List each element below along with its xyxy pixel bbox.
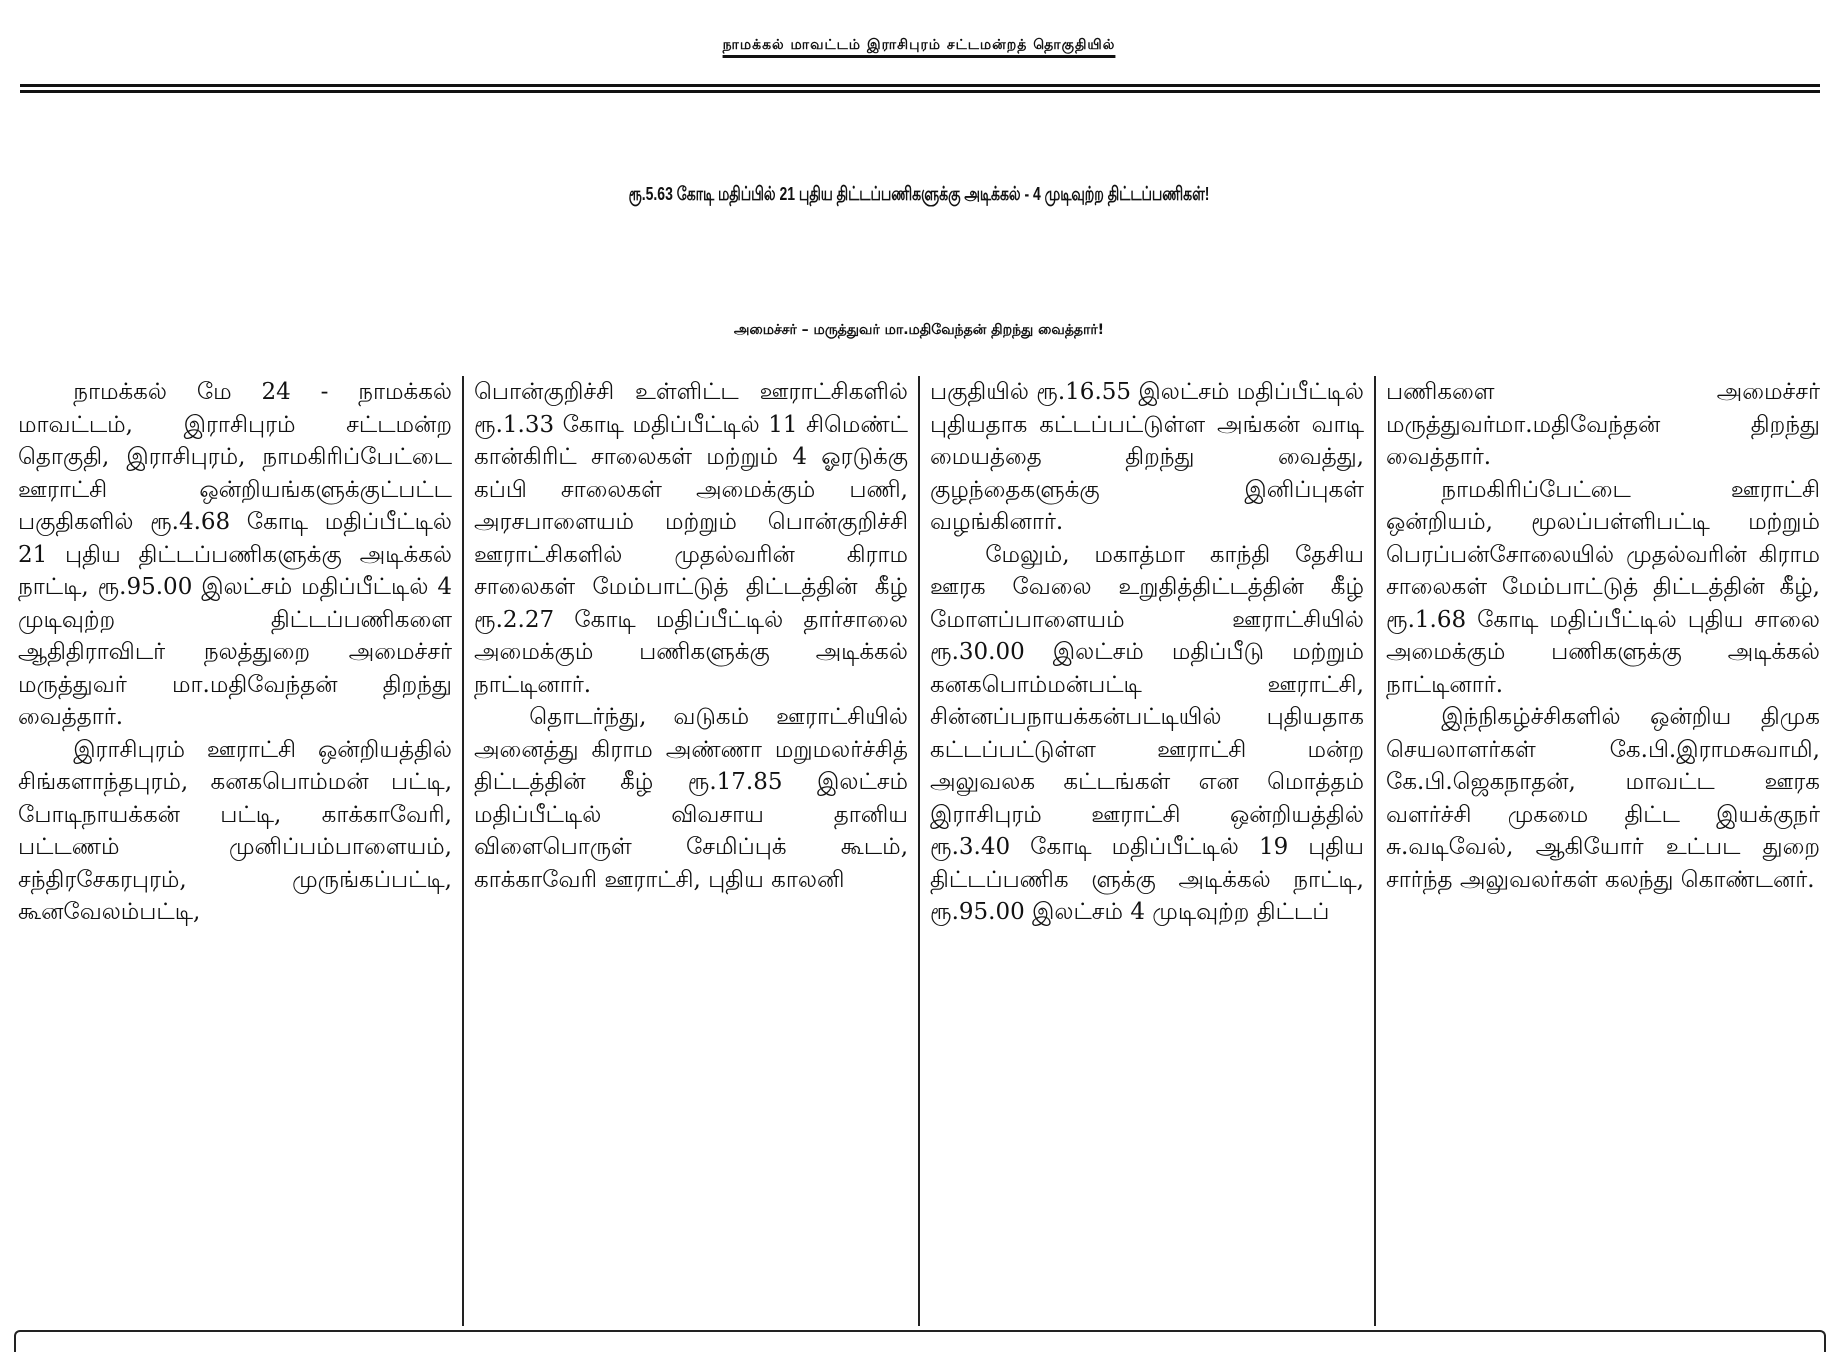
article-body [8,376,1830,1326]
article-paragraph: நாமக்கல் மே 24 - நாமக்கல் மாவட்டம், இராசிபுரம் சட்டமன்ற தொகுதி, இராசிபுரம், நாமகிரிப்பேட்டை ஊராட்சி ஒன்றியங்களுக்குட்பட்ட பகுதிகளில் ரூ.4.68 கோடி மதிப்பீட்டில் 21 புதிய திட்டப்பணிகளுக்கு அடிக்கல் நாட்டி, ரூ.95.00 இலட்சம் மதிப்பீட்டில் 4 முடிவுற்ற திட்டப்பணிகளை ஆதிதிராவிடர் நலத்துறை அமைச்சர் மருத்துவர் மா.மதிவேந்தன் திறந்து வைத்தார். [18,379,452,730]
headline: ரூ.5.63 கோடி மதிப்பில் 21 புதிய திட்டப்பணிகளுக்கு அடிக்கல் - 4 முடிவுற்ற திட்டப்பணிகள்! [628,182,1210,204]
article-paragraph: பணிகளை அமைச்சர் மருத்துவர்மா.மதிவேந்தன் திறந்து வைத்தார். [1386,379,1820,470]
article-paragraph: இந்நிகழ்ச்சிகளில் ஒன்றிய திமுக செயலாளர்கள் கே.பி.இராமசுவாமி, கே.பி.ஜெகநாதன், மாவட்ட ஊரக வளர்ச்சி முகமை திட்ட இயக்குநர் சு.வடிவேல், ஆகியோர் உட்பட துறை சார்ந்த அலுவலர்கள் கலந்து கொண்டனர். [1386,704,1820,893]
article-column-4 [1374,376,1830,1326]
kicker-heading: நாமக்கல் மாவட்டம் இராசிபுரம் சட்டமன்றத் தொகுதியில் [722,37,1116,53]
article-column-1 [8,376,462,1326]
article-column-3 [918,376,1374,1326]
article-paragraph: பகுதியில் ரூ.16.55 இலட்சம் மதிப்பீட்டில் புதியதாக கட்டப்பட்டுள்ள அங்கன் வாடி மையத்தை திறந்து வைத்து, குழந்தைகளுக்கு இனிப்புகள் வழங்கினார். [930,379,1364,535]
article-paragraph: மேலும், மகாத்மா காந்தி தேசிய ஊரக வேலை உறுதித்திட்டத்தின் கீழ் மோளப்பாளையம் ஊராட்சியில் ரூ.30.00 இலட்சம் மதிப்பீடு மற்றும் கனகபொம்மன்பட்டி ஊராட்சி, சின்னப்பநாயக்கன்பட்டியில் புதியதாக கட்டப்பட்டுள்ள ஊராட்சி மன்ற அலுவலக கட்டங்கள் என மொத்தம் இராசிபுரம் ஊராட்சி ஒன்றியத்தில் ரூ.3.40 கோடி மதிப்பீட்டில் 19 புதிய திட்டப்பணிக ளுக்கு அடிக்கல் நாட்டி, ரூ.95.00 இலட்சம் 4 முடிவுற்ற திட்டப் [930,541,1364,925]
article-paragraph: பொன்குறிச்சி உள்ளிட்ட ஊராட்சிகளில் ரூ.1.33 கோடி மதிப்பீட்டில் 11 சிமெண்ட் கான்கிரிட் சாலைகள் மற்றும் 4 ஓரடுக்கு கப்பி சாலைகள் அமைக்கும் பணி, அரசபாளையம் மற்றும் பொன்குறிச்சி ஊராட்சிகளில் முதல்வரின் கிராம சாலைகள் மேம்பாட்டுத் திட்டத்தின் கீழ் ரூ.2.27 கோடி மதிப்பீட்டில் தார்சாலை அமைக்கும் பணிகளுக்கு அடிக்கல் நாட்டினார். [474,379,908,698]
article-column-2 [462,376,918,1326]
article-paragraph: இராசிபுரம் ஊராட்சி ஒன்றியத்தில் சிங்களாந்தபுரம், கனகபொம்மன் பட்டி, போடிநாயக்கன் பட்டி, காக்காவேரி, பட்டணம் முனிப்பம்பாளையம், சந்திரசேகரபுரம், முருங்கப்பட்டி, கூனவேலம்பட்டி, [18,736,452,925]
bottom-border [14,1330,1826,1352]
article-paragraph: நாமகிரிப்பேட்டை ஊராட்சி ஒன்றியம், மூலப்பள்ளிபட்டி மற்றும் பெரப்பன்சோலையில் முதல்வரின் கிராம சாலைகள் மேம்பாட்டுத் திட்டத்தின் கீழ், ரூ.1.68 கோடி மதிப்பீட்டில் புதிய சாலை அமைக்கும் பணிகளுக்கு அடிக்கல் நாட்டினார். [1386,476,1820,698]
article-paragraph: தொடர்ந்து, வடுகம் ஊராட்சியில் அனைத்து கிராம அண்ணா மறுமலர்ச்சித் திட்டத்தின் கீழ் ரூ.17.85 இலட்சம் மதிப்பீட்டில் விவசாய தானிய விளைபொருள் சேமிப்புக் கூடம், காக்காவேரி ஊராட்சி, புதிய காலனி [474,704,908,893]
top-rule [20,84,1820,87]
subheadline: அமைச்சர் – மருத்துவர் மா.மதிவேந்தன் திறந்து வைத்தார்! [733,322,1105,338]
